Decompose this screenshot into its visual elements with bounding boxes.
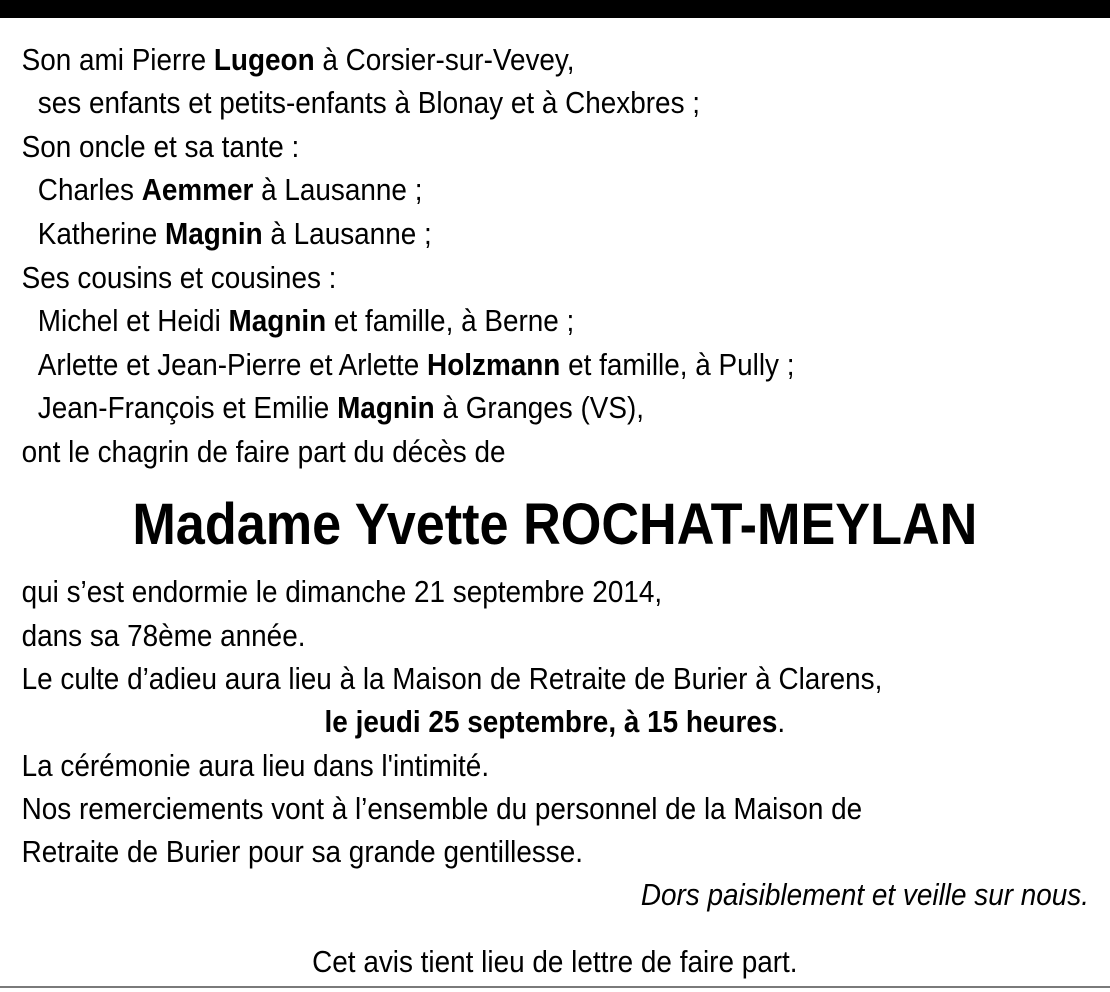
family-name: Aemmer (141, 172, 254, 207)
family-line-2: ses enfants et petits-enfants à Blonay et à Chexbres ; (37, 85, 701, 120)
family-line-10: ont le chagrin de faire part du décès de (21, 434, 506, 469)
family-name: Magnin (337, 390, 435, 425)
family-line-7 (38, 299, 574, 343)
family-line-1 (22, 38, 575, 82)
text: Charles (37, 172, 142, 207)
text: à Corsier-sur-Vevey, (314, 42, 575, 77)
details-line-4: La cérémonie aura lieu dans l'intimité. (21, 748, 490, 783)
service-time (0, 700, 1110, 744)
text: Arlette et Jean-Pierre et Arlette (37, 347, 428, 382)
text: et famille, à Berne ; (326, 303, 575, 338)
service-date: le jeudi 25 septembre, à 15 heures (324, 704, 778, 739)
family-line-4 (38, 168, 423, 212)
family-name: Magnin (164, 216, 263, 251)
family-name: Magnin (228, 303, 327, 338)
family-line-5 (38, 212, 432, 256)
footer-note: Cet avis tient lieu de lettre de faire part. (312, 944, 798, 979)
text: Jean-François et Emilie (37, 390, 338, 425)
text: Michel et Heidi (37, 303, 229, 338)
top-rule (0, 0, 1110, 18)
text: Son ami Pierre (21, 42, 214, 77)
text: Katherine (37, 216, 165, 251)
details-line-1: qui s’est endormie le dimanche 21 septembre 2014, (21, 574, 663, 609)
details-line-2: dans sa 78ème année. (21, 618, 306, 653)
text: à Lausanne ; (253, 172, 423, 207)
closing-phrase: Dors paisiblement et veille sur nous. (640, 877, 1089, 912)
details-line-5: Nos remerciements vont à l’ensemble du personnel de la Maison de (21, 791, 863, 826)
family-line-8 (38, 343, 795, 387)
details-line-6: Retraite de Burier pour sa grande gentillesse. (21, 834, 584, 869)
bottom-rule (0, 986, 1110, 988)
family-line-6: Ses cousins et cousines : (21, 260, 337, 295)
family-line-9 (38, 386, 644, 430)
text: à Granges (VS), (434, 390, 645, 425)
text: à Lausanne ; (262, 216, 432, 251)
family-line-3: Son oncle et sa tante : (21, 129, 300, 164)
deceased-name: Madame Yvette ROCHAT-MEYLAN (132, 492, 978, 557)
details-line-3: Le culte d’adieu aura lieu à la Maison de Retraite de Burier à Clarens, (21, 661, 883, 696)
text: . (777, 704, 786, 739)
text: et famille, à Pully ; (560, 347, 795, 382)
family-name: Lugeon (213, 42, 315, 77)
family-name: Holzmann (427, 347, 561, 382)
